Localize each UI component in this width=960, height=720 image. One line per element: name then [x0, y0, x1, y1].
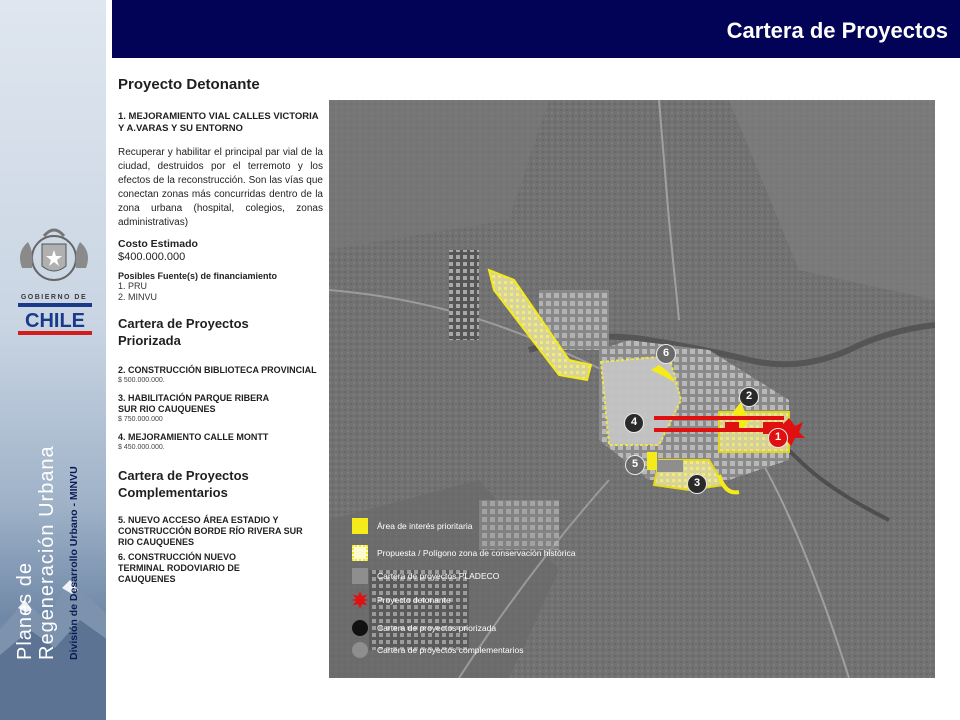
- priorizada-item-title: 4. MEJORAMIENTO CALLE MONTT: [118, 432, 269, 442]
- cost-label: Costo Estimado: [118, 238, 198, 250]
- complementarios-section-title: Cartera de Proyectos Complementarios: [118, 468, 249, 500]
- detonante-section-title: Proyecto Detonante: [118, 76, 260, 93]
- legend-label: Cartera de proyectos priorizada: [377, 623, 497, 633]
- funding-source: 1. PRU: [118, 281, 148, 291]
- gray-circle-icon: [352, 642, 368, 658]
- header-bar: [112, 0, 960, 58]
- sidebar-banner: [0, 0, 108, 720]
- coat-of-arms-icon: [8, 222, 100, 286]
- sidebar-title-line2: Regeneración Urbana: [36, 445, 58, 660]
- detonante-description: Recuperar y habilitar el principal par vial de la ciudad, destruidos por el terremoto y los efectos de la reconstrucción. Son las vías que conectan zonas más concurridas dentro de la zona urbana (hospital, colegios, zonas administrativas): [118, 147, 323, 228]
- detonante-item-title: 1. MEJORAMIENTO VIAL CALLES VICTORIA Y A.VARAS Y SU ENTORNO: [118, 111, 319, 134]
- gobierno-label: GOBIERNO DE: [20, 294, 88, 301]
- gray-square-icon: [352, 568, 368, 584]
- dotted-square-icon: [352, 545, 368, 561]
- priorizada-section-title: Cartera de Proyectos Priorizada: [118, 316, 249, 348]
- funding-label: Posibles Fuente(s) de financiamiento: [118, 271, 278, 281]
- legend-label: Área de interés prioritaria: [377, 521, 473, 531]
- chile-logo: [18, 303, 92, 335]
- cost-value: $400.000.000: [118, 251, 186, 263]
- priorizada-item-cost: $ 450.000.000.: [118, 444, 165, 451]
- sidebar-divider: [106, 0, 112, 720]
- yellow-square-icon: [352, 518, 368, 534]
- map-marker-2[interactable]: 2: [739, 387, 759, 407]
- legend-label: Cartera de proyectos complementarios: [377, 645, 524, 655]
- map-illustration: [329, 100, 935, 678]
- priorizada-item-cost: $ 750.000.000: [118, 416, 163, 423]
- map-marker-3[interactable]: 3: [687, 474, 707, 494]
- map-marker-6[interactable]: 6: [656, 344, 676, 364]
- complementarios-item-title: 6. CONSTRUCCIÓN NUEVO TERMINAL RODOVIARIO DE CAUQUENES: [118, 552, 240, 584]
- legend-label: Propuesta / Polígono zona de conservación histórica: [377, 548, 576, 558]
- complementarios-item-title: 5. NUEVO ACCESO ÁREA ESTADIO Y CONSTRUCCIÓN BORDE RÍO RIVERA SUR RIO CAUQUENES: [118, 515, 303, 547]
- priorizada-list: [118, 365, 323, 453]
- legend-label: Proyecto detonante: [377, 595, 451, 605]
- priorizada-item-title: 3. HABILITACIÓN PARQUE RIBERA SUR RIO CAUQUENES: [118, 393, 269, 414]
- black-circle-icon: [352, 620, 368, 636]
- map-marker-1[interactable]: 1: [768, 428, 788, 448]
- map-marker-5[interactable]: 5: [625, 455, 645, 475]
- funding-source: 2. MINVU: [118, 292, 158, 302]
- sidebar-title-line1: Planes de: [14, 562, 36, 660]
- map-marker-4[interactable]: 4: [624, 413, 644, 433]
- sidebar-division-label: División de Desarrollo Urbano - MINVU: [68, 466, 80, 660]
- project-map: [329, 100, 935, 678]
- red-star-icon: [351, 591, 369, 609]
- priorizada-item-title: 2. CONSTRUCCIÓN BIBLIOTECA PROVINCIAL: [118, 365, 317, 375]
- complementarios-list: [118, 515, 323, 585]
- priorizada-item-cost: $ 500.000.000.: [118, 377, 165, 384]
- chile-wordmark: CHILE: [25, 310, 85, 332]
- page-title: Cartera de Proyectos: [726, 18, 948, 43]
- legend-label: Cartera de proyectos PLADECO: [377, 571, 500, 581]
- project-column: [118, 76, 323, 585]
